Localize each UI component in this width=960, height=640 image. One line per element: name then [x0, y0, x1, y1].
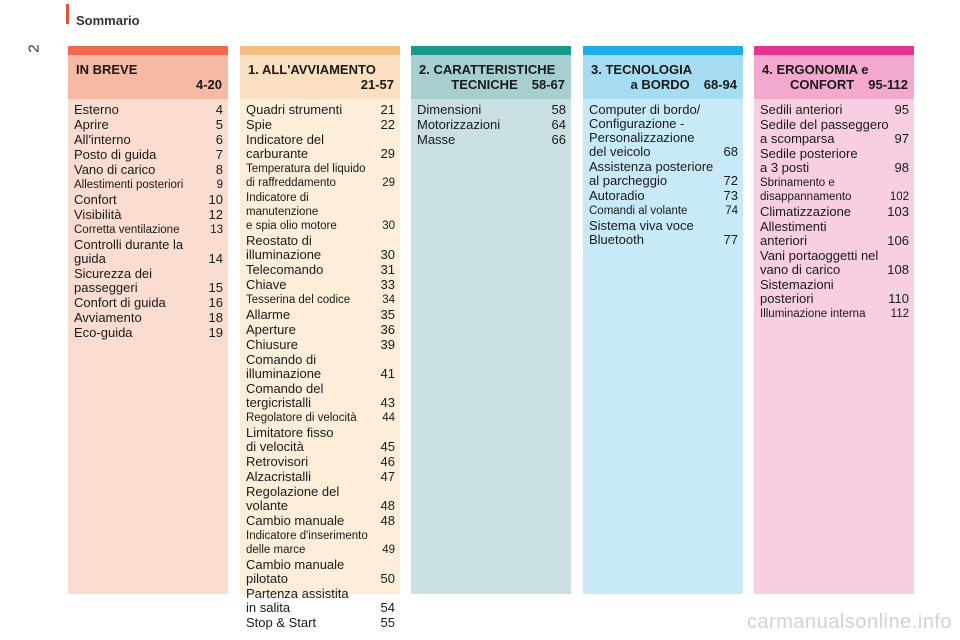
toc-entry[interactable]	[74, 133, 223, 147]
toc-entry-label: Chiave	[246, 277, 287, 292]
toc-entry-page: 15	[208, 280, 223, 295]
toc-entry[interactable]	[246, 514, 395, 528]
toc-entry[interactable]	[74, 223, 223, 237]
section-title: 4. ERGONOMIA e	[762, 62, 869, 77]
toc-entry-page: 106	[887, 233, 909, 248]
section-subtitle-range	[631, 77, 737, 92]
toc-entry[interactable]	[246, 293, 395, 307]
toc-entry[interactable]	[589, 204, 738, 218]
toc-entry-label: Assistenza posteriore al parcheggio	[589, 159, 714, 188]
toc-entry[interactable]	[246, 616, 395, 630]
toc-entry-page: 30	[382, 220, 395, 232]
page-header: Sommario	[76, 13, 140, 28]
toc-entry-label: Allestimenti anteriori	[760, 219, 827, 248]
toc-entry-label: Comandi al volante	[589, 205, 688, 217]
toc-entry-label: Esterno	[74, 102, 119, 117]
toc-entry[interactable]	[74, 208, 223, 222]
toc-entry-page: 7	[215, 147, 223, 162]
toc-entry[interactable]	[246, 558, 395, 586]
toc-entry[interactable]	[246, 234, 395, 262]
toc-entry-label: Sedile del passeggero a scomparsa	[760, 117, 889, 146]
toc-entry-page: 34	[382, 294, 395, 306]
toc-entry-page: 43	[380, 395, 395, 410]
toc-entry[interactable]	[589, 103, 738, 159]
toc-entry-page: 9	[216, 179, 223, 191]
toc-entry-page: 112	[890, 308, 909, 320]
toc-entry-label: Spie	[246, 117, 273, 132]
toc-entry-page: 30	[380, 247, 395, 262]
toc-entry-label: Tesserina del codice	[246, 294, 351, 306]
toc-entry[interactable]	[760, 103, 909, 117]
section-entries	[240, 99, 400, 630]
toc-entry[interactable]	[246, 338, 395, 352]
toc-entry[interactable]	[760, 205, 909, 219]
toc-entry-page: 45	[380, 439, 395, 454]
toc-entry-page: 12	[208, 207, 223, 222]
toc-entry-label: Aperture	[246, 322, 296, 337]
toc-entry-page: 98	[894, 160, 909, 175]
section-subtitle-range	[361, 77, 394, 92]
toc-entry[interactable]	[74, 148, 223, 162]
section-header[interactable]	[754, 55, 914, 99]
section-title-continued: TECNICHE	[451, 77, 518, 92]
section-header[interactable]	[68, 55, 228, 99]
toc-entry-label: Sedili anteriori	[760, 102, 843, 117]
toc-entry-label: Telecomando	[246, 262, 324, 277]
toc-entry[interactable]	[417, 133, 566, 147]
toc-entry-page: 97	[894, 131, 909, 146]
section-title: 2. CARATTERISTICHE	[419, 62, 556, 77]
toc-entry-page: 110	[888, 291, 909, 306]
toc-entry-page: 8	[215, 162, 223, 177]
toc-entry-page: 46	[380, 454, 395, 469]
toc-entry-page: 66	[551, 132, 566, 147]
toc-entry-label: Regolatore di velocità	[246, 412, 357, 424]
section-title-continued: a BORDO	[630, 77, 690, 92]
toc-entry[interactable]	[589, 160, 738, 188]
toc-entry-page: 68	[723, 144, 738, 159]
toc-entry[interactable]	[74, 296, 223, 310]
toc-entry-label: Controlli durante la guida	[74, 237, 184, 266]
toc-entry-page: 16	[208, 295, 223, 310]
toc-entry-label: Allestimenti posteriori	[74, 179, 184, 191]
toc-entry-label: Motorizzazioni	[417, 117, 501, 132]
toc-entry[interactable]	[246, 485, 395, 513]
toc-entry-label: Comando del tergicristalli	[246, 381, 324, 410]
toc-entry-label: Indicatore d'inserimento delle marce	[246, 530, 368, 556]
section-ergonomia	[754, 46, 914, 594]
toc-entry-page: 35	[380, 307, 395, 322]
section-title: 3. TECNOLOGIA	[591, 62, 693, 77]
toc-entry-page: 48	[380, 498, 395, 513]
toc-entry-page: 29	[380, 146, 395, 161]
toc-entry[interactable]	[760, 176, 909, 204]
toc-entry[interactable]	[417, 118, 566, 132]
section-header[interactable]	[240, 55, 400, 99]
toc-entry-page: 41	[380, 366, 395, 381]
section-page-range: 21-57	[360, 77, 394, 92]
section-caratteristiche	[411, 46, 571, 594]
toc-entry[interactable]	[74, 178, 223, 192]
toc-entry-page: 18	[208, 310, 223, 325]
toc-entry[interactable]	[74, 326, 223, 340]
section-color-band	[411, 46, 571, 55]
toc-entry[interactable]	[74, 163, 223, 177]
toc-entry[interactable]	[246, 411, 395, 425]
toc-entry-page: 5	[215, 117, 223, 132]
section-color-band	[754, 46, 914, 55]
toc-entry[interactable]	[246, 455, 395, 469]
toc-entry-label: Sicurezza dei passeggeri	[74, 266, 153, 295]
toc-entry-page: 58	[551, 102, 566, 117]
toc-entry[interactable]	[760, 147, 909, 175]
toc-entry-label: Chiusure	[246, 337, 299, 352]
toc-entry-label: Partenza assistita in salita	[246, 586, 349, 615]
toc-entry-page: 103	[887, 204, 909, 219]
toc-entry[interactable]	[246, 103, 395, 117]
section-subtitle-range	[451, 77, 565, 92]
toc-entry-label: Indicatore del carburante	[246, 132, 325, 161]
toc-entry-label: Climatizzazione	[760, 204, 852, 219]
watermark: carmanualsonline.info	[746, 611, 952, 633]
toc-entry[interactable]	[760, 118, 909, 146]
toc-entry[interactable]	[246, 118, 395, 132]
toc-entry-label: Sbrinamento e disappannamento	[760, 177, 852, 203]
toc-entry-label: Confort	[74, 192, 117, 207]
toc-entry[interactable]	[760, 249, 909, 277]
toc-entry-label: Eco-guida	[74, 325, 133, 340]
toc-entry-label: Computer di bordo/ Configurazione - Personalizzazione del veicolo	[589, 102, 701, 159]
header-accent-bar	[66, 4, 69, 24]
section-entries	[583, 99, 743, 247]
toc-entry-page: 4	[215, 102, 223, 117]
section-header[interactable]	[583, 55, 743, 99]
toc-entry[interactable]	[760, 307, 909, 321]
toc-entry-label: Illuminazione interna	[760, 308, 866, 320]
toc-entry[interactable]	[246, 133, 395, 161]
section-title: 1. ALL'AVVIAMENTO	[248, 62, 376, 77]
toc-entry-page: 108	[887, 262, 909, 277]
toc-entry-page: 19	[208, 325, 223, 340]
toc-entry-label: Sistema viva voce Bluetooth	[589, 218, 694, 247]
toc-entry-page: 102	[889, 191, 909, 203]
toc-entry-page: 77	[723, 232, 738, 247]
toc-entry-label: Quadri strumenti	[246, 102, 343, 117]
toc-entry-page: 48	[380, 513, 395, 528]
section-color-band	[240, 46, 400, 55]
toc-entry-label: Limitatore fisso di velocità	[246, 425, 334, 454]
toc-entry[interactable]	[246, 353, 395, 381]
toc-entry-page: 29	[382, 177, 395, 189]
toc-entry-label: Dimensioni	[417, 102, 482, 117]
section-avviamento	[240, 46, 400, 630]
toc-entry-page: 49	[382, 544, 395, 556]
toc-entry-label: Cambio manuale pilotato	[246, 557, 345, 586]
toc-entry[interactable]	[246, 587, 395, 615]
toc-entry-page: 72	[723, 173, 738, 188]
section-subtitle-range	[790, 77, 908, 92]
toc-entry-page: 64	[551, 117, 566, 132]
toc-entry-label: Sedile posteriore a 3 posti	[760, 146, 858, 175]
toc-entry-page: 73	[723, 188, 738, 203]
section-tecnologia	[583, 46, 743, 594]
toc-entry-page: 50	[380, 571, 395, 586]
toc-entry-page: 74	[725, 205, 738, 217]
toc-entry-label: Autoradio	[589, 188, 645, 203]
toc-entry-page: 22	[380, 117, 395, 132]
toc-entry-label: All'interno	[74, 132, 131, 147]
toc-entry[interactable]	[246, 529, 395, 557]
section-page-range: 4-20	[195, 77, 222, 92]
section-subtitle-range	[196, 77, 222, 92]
toc-entry[interactable]	[74, 238, 223, 266]
toc-entry[interactable]	[74, 311, 223, 325]
toc-entry-page: 55	[380, 615, 395, 630]
section-entries	[754, 99, 914, 321]
toc-entry[interactable]	[74, 193, 223, 207]
toc-entry-label: Comando di illuminazione	[246, 352, 322, 381]
toc-entry-page: 39	[380, 337, 395, 352]
toc-entry-label: Posto di guida	[74, 147, 157, 162]
toc-entry[interactable]	[246, 308, 395, 322]
toc-entry[interactable]	[74, 267, 223, 295]
toc-entry-label: Corretta ventilazione	[74, 224, 180, 236]
section-title-continued: CONFORT	[789, 77, 855, 92]
toc-entry-label: Alzacristalli	[246, 469, 312, 484]
section-page-range: 95-112	[868, 77, 908, 92]
section-title: IN BREVE	[76, 62, 138, 77]
toc-entry-page: 47	[380, 469, 395, 484]
toc-entry-label: Avviamento	[74, 310, 142, 325]
toc-entry-label: Vano di carico	[74, 162, 156, 177]
toc-entry-page: 31	[380, 262, 395, 277]
toc-entry[interactable]	[246, 162, 395, 190]
toc-entry-page: 36	[380, 322, 395, 337]
toc-entry[interactable]	[417, 103, 566, 117]
toc-entry-page: 95	[894, 102, 909, 117]
toc-entry-label: Indicatore di manutenzione e spia olio motore	[246, 192, 337, 232]
toc-entry[interactable]	[589, 219, 738, 247]
toc-entry-page: 21	[380, 102, 395, 117]
section-entries	[68, 99, 228, 340]
toc-entry-page: 54	[380, 600, 395, 615]
toc-entry[interactable]	[246, 470, 395, 484]
toc-entry-page: 44	[382, 412, 395, 424]
page-number: 2	[25, 44, 43, 53]
toc-entry[interactable]	[246, 426, 395, 454]
toc-entry[interactable]	[74, 118, 223, 132]
toc-entry-label: Sistemazioni posteriori	[760, 277, 834, 306]
section-color-band	[583, 46, 743, 55]
section-header[interactable]	[411, 55, 571, 99]
toc-entry-label: Allarme	[246, 307, 291, 322]
toc-entry[interactable]	[760, 220, 909, 248]
toc-entry-label: Regolazione del volante	[246, 484, 340, 513]
toc-entry[interactable]	[246, 382, 395, 410]
section-page-range: 58-67	[531, 77, 565, 92]
toc-entry-page: 13	[210, 224, 223, 236]
toc-entry[interactable]	[246, 191, 395, 233]
toc-entry-label: Retrovisori	[246, 454, 309, 469]
toc-entry[interactable]	[246, 263, 395, 277]
toc-entry[interactable]	[589, 189, 738, 203]
section-entries	[411, 99, 571, 147]
toc-entry-label: Visibilità	[74, 207, 122, 222]
toc-entry-label: Masse	[417, 132, 456, 147]
toc-entry-label: Confort di guida	[74, 295, 166, 310]
toc-entry-label: Reostato di illuminazione	[246, 233, 322, 262]
toc-entry[interactable]	[760, 278, 909, 306]
toc-entry-page: 10	[208, 192, 223, 207]
toc-entry-page: 33	[380, 277, 395, 292]
toc-entry[interactable]	[74, 103, 223, 117]
toc-entry-label: Aprire	[74, 117, 109, 132]
toc-entry-page: 14	[208, 251, 223, 266]
toc-entry-label: Stop & Start	[246, 615, 317, 630]
toc-entry[interactable]	[246, 323, 395, 337]
section-in-breve	[68, 46, 228, 594]
toc-entry-label: Cambio manuale	[246, 513, 345, 528]
toc-entry-page: 6	[215, 132, 223, 147]
toc-entry-label: Temperatura del liquido di raffreddamento	[246, 163, 366, 189]
toc-entry[interactable]	[246, 278, 395, 292]
toc-entry-label: Vani portaoggetti nel vano di carico	[760, 248, 879, 277]
section-color-band	[68, 46, 228, 55]
section-page-range: 68-94	[703, 77, 737, 92]
